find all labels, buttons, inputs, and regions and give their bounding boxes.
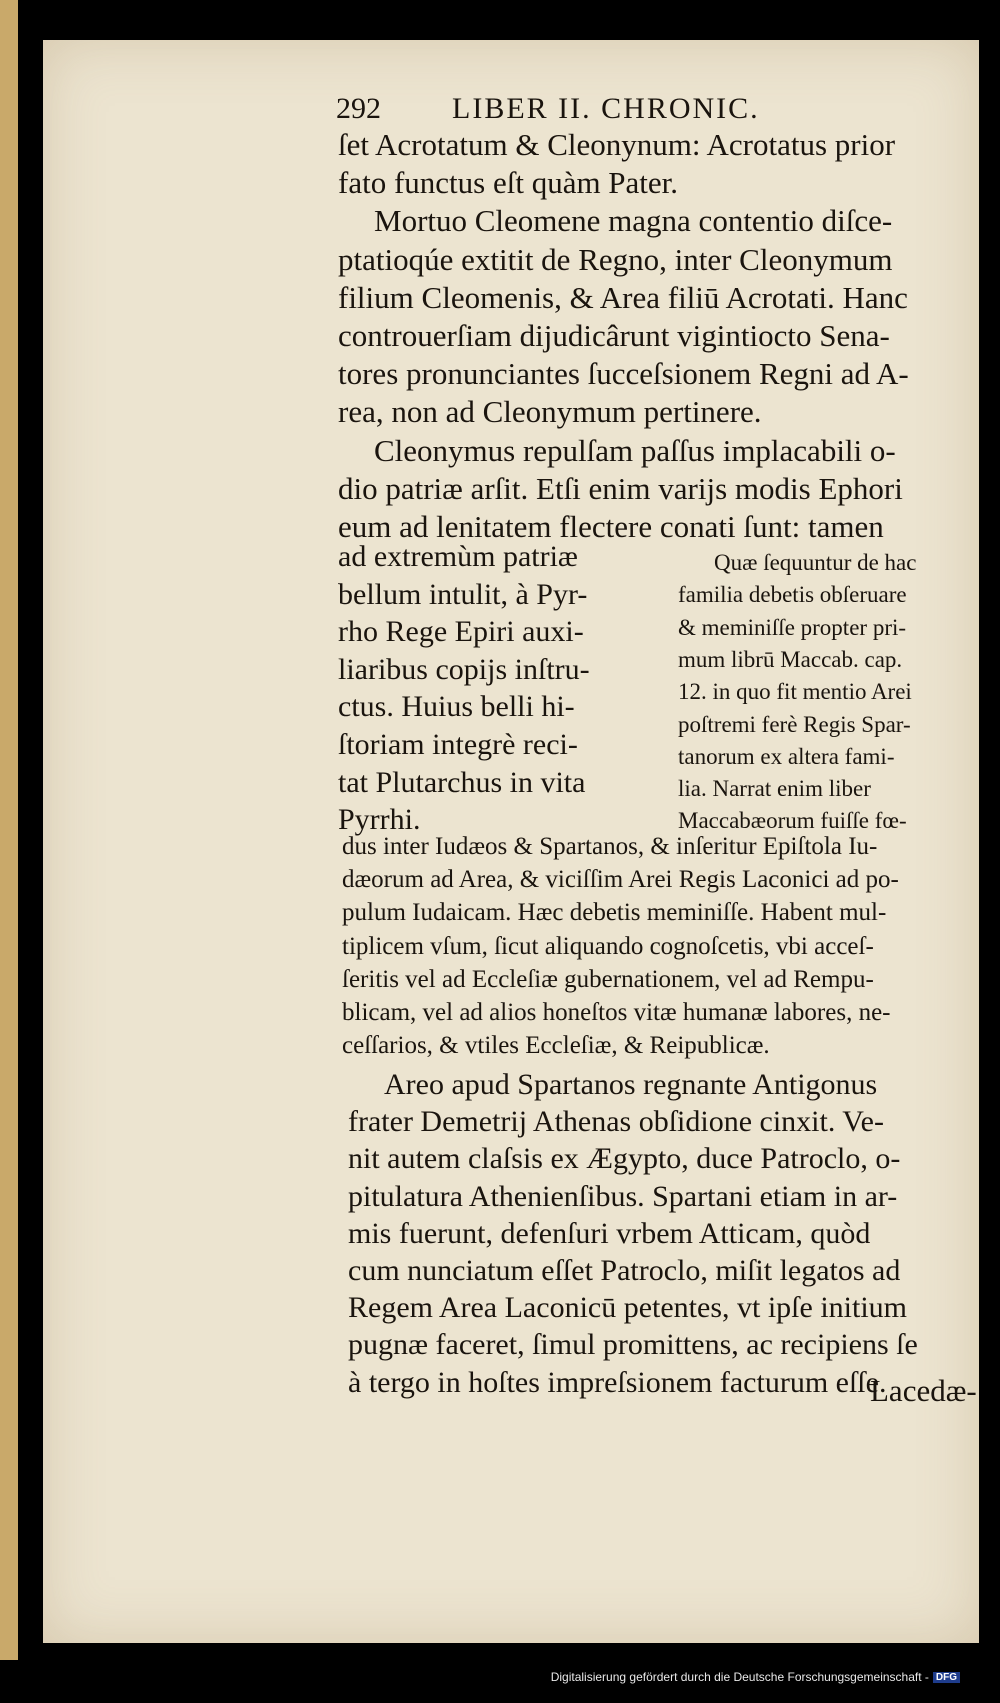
text-line: Mortuo Cleomene magna contentio diſce-	[374, 203, 893, 239]
text-line: Quæ ſequuntur de hac	[714, 550, 917, 575]
text-line: liaribus copijs inſtru-	[338, 652, 590, 686]
text-line: ſeritis vel ad Eccleſiæ gubernationem, vel ad Rempu-	[342, 965, 874, 993]
text-line: tiplicem vſum, ſicut aliquando cognoſcetis, vbi acceſ-	[342, 932, 874, 960]
text-line: cum nunciatum eſſet Patroclo, miſit legatos ad	[348, 1254, 901, 1287]
text-line: ptatioqúe extitit de Regno, inter Cleonymum	[338, 241, 893, 277]
text-line: à tergo in hoſtes impreſsionem facturum eſſe.	[348, 1365, 887, 1399]
text-line: ſtoriam integrè reci-	[338, 728, 578, 761]
text-line: poſtremi ferè Regis Spar-	[678, 711, 911, 737]
book-edge	[0, 0, 18, 1660]
text-line: tat Plutarchus in vita	[338, 765, 586, 799]
text-line: tanorum ex altera fami-	[678, 743, 895, 769]
text-line: Areo apud Spartanos regnante Antigonus	[384, 1068, 878, 1101]
text-line: nit autem claſsis ex Ægypto, duce Patroclo, o-	[348, 1142, 901, 1176]
text-line: ctus. Huius belli hi-	[338, 690, 575, 724]
running-title: LIBER II. CHRONIC.	[452, 92, 760, 125]
text-line: pitulatura Athenienſibus. Spartani etiam in ar-	[348, 1179, 898, 1213]
text-line: ceſſarios, & vtiles Eccleſiæ, & Reipublicæ.	[342, 1032, 770, 1060]
catchword: Lacedæ-	[870, 1373, 977, 1408]
dfg-logo: DFG	[933, 1672, 960, 1683]
text-line: lia. Narrat enim liber	[678, 776, 871, 802]
text-line: dio patriæ arſit. Etſi enim varijs modis Ephori	[338, 470, 903, 506]
page-number: 292	[336, 92, 381, 125]
text-line: 12. in quo fit mentio Arei	[678, 679, 912, 705]
text-line: frater Demetrij Athenas obſidione cinxit. Ve-	[348, 1105, 884, 1139]
footer-text: Digitalisierung gefördert durch die Deutsche Forschungsgemeinschaft -	[550, 1670, 929, 1684]
text-line: Pyrrhi.	[338, 803, 421, 837]
text-line: & meminiſſe propter pri-	[678, 614, 907, 640]
text-line: mum librū Maccab. cap.	[678, 646, 903, 672]
text-line: rea, non ad Cleonymum pertinere.	[338, 394, 762, 430]
text-line: Maccabæorum fuiſſe fœ-	[678, 808, 907, 834]
text-line: filium Cleomenis, & Area filiū Acrotati. Hanc	[338, 279, 908, 315]
text-line: rho Rege Epiri auxi-	[338, 615, 584, 649]
text-line: dus inter Iudæos & Spartanos, & inſeritur Epiſtola Iu-	[342, 833, 878, 860]
footer	[0, 1670, 1000, 1703]
text-line: pulum Iudaicam. Hæc debetis meminiſſe. Habent mul-	[342, 899, 887, 927]
text-line: bellum intulit, à Pyr-	[338, 577, 588, 611]
text-line: pugnæ faceret, ſimul promittens, ac recipiens ſe	[348, 1328, 918, 1362]
text-line: Regem Area Laconicū petentes, vt ipſe initium	[348, 1291, 907, 1325]
text-line: familia debetis obſeruare	[678, 582, 907, 608]
text-line: ſet Acrotatum & Cleonynum: Acrotatus prior	[338, 127, 896, 162]
text-line: ad extremùm patriæ	[338, 540, 578, 573]
text-line: fato functus eſt quàm Pater.	[338, 165, 679, 201]
text-line: Cleonymus repulſam paſſus implacabili o-	[374, 432, 896, 468]
text-line: dæorum ad Area, & viciſſim Arei Regis Laconici ad po-	[342, 866, 899, 894]
text-line: blicam, vel ad alios honeſtos vitæ humanæ labores, ne-	[342, 999, 891, 1026]
text-line: mis fuerunt, defenſuri vrbem Atticam, quòd	[348, 1216, 871, 1250]
text-line: tores pronunciantes ſucceſsionem Regni ad A-	[338, 356, 909, 392]
text-line: controuerſiam dijudicârunt vigintiocto Sena-	[338, 318, 890, 353]
text-line: eum ad lenitatem flectere conati ſunt: tamen	[338, 509, 884, 544]
